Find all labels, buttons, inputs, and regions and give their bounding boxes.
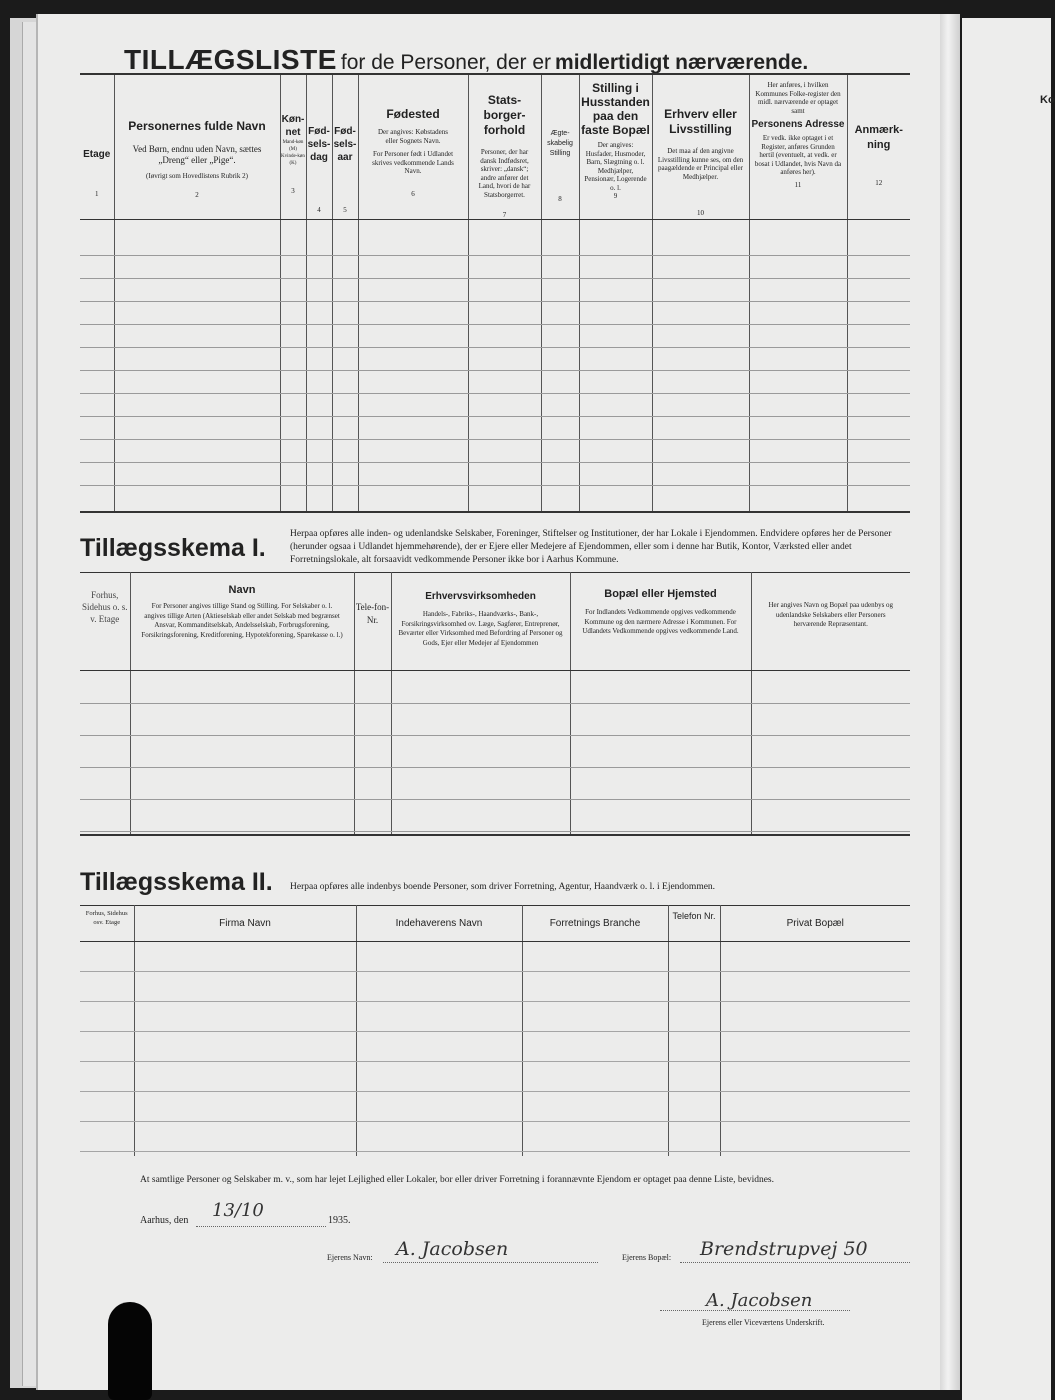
signature-line bbox=[660, 1310, 850, 1311]
owner-address-label: Ejerens Bopæl: bbox=[622, 1253, 672, 1262]
s2-col-telefon: Telefon Nr. bbox=[668, 906, 720, 942]
col-kon: Køn-net Mand-køn (M) Kvinde-køn (K) 3 bbox=[280, 74, 306, 220]
date-year: 1935. bbox=[328, 1215, 351, 1226]
main-title-tail: midlertidigt nærværende. bbox=[555, 51, 809, 74]
s2-col-firma: Firma Navn bbox=[134, 906, 356, 942]
owner-name-handwritten: A. Jacobsen bbox=[396, 1238, 509, 1260]
thumb-shadow bbox=[108, 1302, 152, 1400]
skema2-table-rows bbox=[80, 942, 910, 1152]
col-fodselsdag: Fød-sels-dag 4 bbox=[306, 74, 332, 220]
s1-col-navn: Navn For Personer angives tillige Stand og Stilling. For Selskaber o. l. angives tillige Arten (Aktieselskab eller andet Selskab med begrænset Ansvar, Kommanditselskab, Andelsselskab, Forbrugsforening, Forsikringsforening, Kreditforening, Hypotekforening, Sparekasse o. l.) bbox=[130, 573, 354, 671]
owner-address-handwritten: Brendstrupvej 50 bbox=[700, 1238, 868, 1260]
col-erhverv: Erhverv eller Livsstilling Det maa af den angivne Livsstilling kunne ses, om den paagældende er Principal eller Medhjælper. 10 bbox=[652, 74, 749, 220]
book-spine bbox=[940, 14, 960, 1390]
skema1-description bbox=[290, 528, 910, 567]
skema2-title: Tillægsskema II. bbox=[80, 868, 273, 896]
date-line bbox=[196, 1226, 326, 1227]
main-title bbox=[124, 44, 904, 76]
signature-label: Ejerens eller Viceværtens Underskrift. bbox=[702, 1318, 825, 1327]
col-etage: Etage 1 bbox=[80, 74, 114, 220]
col-fodested: Fødested Der angives: Købstadens eller Sognets Navn. For Personer født i Udlandet skrives vedkommende Lands Navn. 6 bbox=[358, 74, 468, 220]
skema1-table-rows bbox=[80, 672, 910, 832]
s1-col-bopael: Bopæl eller Hjemsted For Indlandets Vedkommende opgives vedkommende Kommune og den nærmere Adresse i Kommunen. For Udlandets Vedkommende opgives vedkommende Land. bbox=[570, 573, 751, 671]
date-handwritten: 13/10 bbox=[212, 1200, 264, 1221]
s2-col-branche: Forretnings Branche bbox=[522, 906, 668, 942]
right-page bbox=[962, 18, 1055, 1400]
owner-name-label: Ejerens Navn: bbox=[327, 1253, 373, 1262]
main-table-rows bbox=[80, 233, 910, 491]
date-place: Aarhus, den bbox=[140, 1215, 189, 1226]
col-statsborger: Stats-borger-forhold Personer, der har dansk Indfødsret, skriver: „dansk“; andre anfører det Land, hvori de har Statsborgerret. 7 bbox=[468, 74, 541, 220]
col-navn: Personernes fulde Navn Ved Børn, endnu uden Navn, sættes „Dreng“ eller „Pige“. (Iøvrigt som Hovedlistens Rubrik 2) 2 bbox=[114, 74, 280, 220]
s1-col-erhverv: Erhvervsvirksomheden Handels-, Fabriks-, Haandværks-, Bank-, Forsikringsvirksomhed ov. Læge, Sagfører, Entreprenør, Beværter eller Virksomhed med Befordring af Personer og Gods, Ejer eller Medejer af Ejendommen bbox=[391, 573, 570, 671]
s1-col-repraesentant: Her angives Navn og Bopæl paa udenbys og udenlandske Selskabers eller Personers herværende Repræsentant. bbox=[751, 573, 910, 671]
skema1-title: Tillægsskema I. bbox=[80, 534, 266, 562]
col-fodselsaar: Fød-sels-aar 5 bbox=[332, 74, 358, 220]
s1-col-etage: Forhus, Sidehus o. s. v. Etage bbox=[80, 573, 130, 671]
col-aegteskab: Ægte-skabelig Stilling 8 bbox=[541, 74, 579, 220]
main-title-rest: for de Personer, der er bbox=[340, 51, 552, 74]
col-husstand: Stilling i Husstanden paa den faste Bopæl Der angives: Husfader, Husmoder, Barn, Slægtning o. l. Medhjælper, Pensionær, Logerende o. l. 9 bbox=[579, 74, 652, 220]
right-page-letter: Ko bbox=[1040, 94, 1055, 106]
col-adresse: Her anføres, i hvilken Kommunes Folke-register den midl. nærværende er optaget samt Personens Adresse Er vedk. ikke optaget i et Register, anføres Grunden hertil (eventuelt, at vedk. er bosat i Udlandet, hvis Navn da anføres her). 11 bbox=[749, 74, 847, 220]
main-title-bold: TILLÆGSLISTE bbox=[124, 44, 337, 75]
skema1-desc-line2: Endvidere opføres her de Personer (herunder ogsaa i Udlandet hjemmehørende), der er Ejere eller Medejere af Ejendommen, eller som i denne har Butik, Kontor, Værksted eller andet Forretningslokale, alt forsaavidt vedkommende Personer ikke bor i Aarhus Kommune. bbox=[290, 529, 892, 565]
skema2-description: Herpaa opføres alle indenbys boende Personer, som driver Forretning, Agentur, Haandværk o. l. i Ejendommen. bbox=[290, 882, 716, 892]
s2-col-etage: Forhus, Sidehus osv. Etage bbox=[80, 906, 134, 942]
s2-col-bopael: Privat Bopæl bbox=[720, 906, 910, 942]
s1-col-telefon: Tele-fon-Nr. bbox=[354, 573, 391, 671]
col-anmaerkning: Anmærk-ning 12 bbox=[847, 74, 910, 220]
certification-text: At samtlige Personer og Selskaber m. v., som har lejet Lejlighed eller Lokaler, bor eller driver Forretning i forannævnte Ejendom er optaget paa denne Liste, bevidnes. bbox=[140, 1175, 774, 1185]
skema1-desc-line1: Herpaa opføres alle inden- og udenlandske Selskaber, Foreninger, Stiftelser og Institutioner, der har Lokale i Ejendommen. bbox=[290, 529, 758, 539]
owner-address-line bbox=[680, 1262, 910, 1263]
owner-name-line bbox=[383, 1262, 598, 1263]
s2-col-indehaver: Indehaverens Navn bbox=[356, 906, 522, 942]
signature-handwritten: A. Jacobsen bbox=[706, 1290, 813, 1311]
